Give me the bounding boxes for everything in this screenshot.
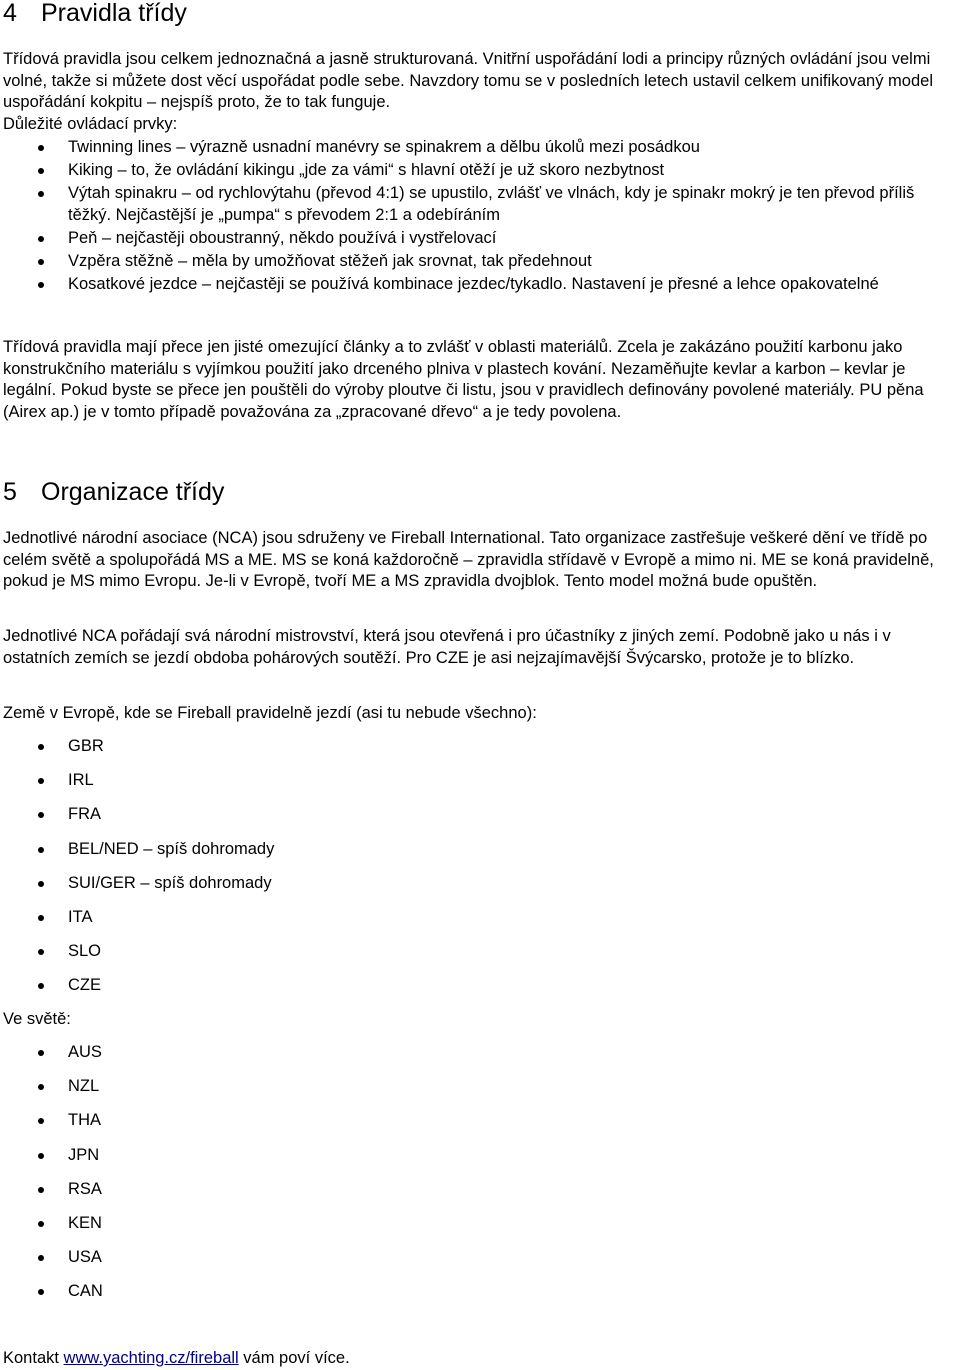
section-title: Organizace třídy	[41, 478, 225, 506]
list-item: ITA	[3, 907, 959, 941]
list-item: USA	[3, 1247, 959, 1281]
list-item: SLO	[3, 941, 959, 975]
fireball-link[interactable]: www.yachting.cz/fireball	[63, 1349, 239, 1367]
section-number: 4	[3, 0, 17, 27]
section-title: Pravidla třídy	[41, 0, 187, 27]
list-item: SUI/GER – spíš dohromady	[3, 873, 959, 907]
list-item: Kiking – to, že ovládání kikingu „jde za vámi“ s hlavní otěží je už skoro nezbytnost	[3, 160, 959, 182]
list-item: NZL	[3, 1076, 959, 1110]
list-item: THA	[3, 1110, 959, 1144]
list-item: Peň – nejčastěji oboustranný, někdo používá i vystřelovací	[3, 228, 959, 250]
world-label: Ve světě:	[3, 1010, 71, 1028]
list-item: FRA	[3, 804, 959, 838]
materials-paragraph: Třídová pravidla mají přece jen jisté omezující články a to zvlášť v oblasti materiálů. Zcela je zakázáno použití karbonu jako konstrukčního materiálu s vyjímkou použití jako drceného plniva v plastech kování. Nezaměňujte kevlar a karbon – kevlar je legální. Pokud byste se přece jen pouštěli do výroby ploutve či listu, jsou v pravidlech definovány povolené materiály. PU pěna (Airex ap.) je v tomto případě považována za „zpracované dřevo“ a je tedy povolena.	[3, 338, 924, 421]
nca-paragraph: Jednotlivé NCA pořádají svá národní mistrovství, která jsou otevřená i pro účastníky z jiných zemí. Podobně jako u nás i v ostatních zemích se jezdí obdoba pohárových soutěží. Pro CZE je asi nejzajímavější Švýcarsko, protože je to blízko.	[3, 627, 891, 667]
controls-list	[3, 137, 959, 297]
europe-label: Země v Evropě, kde se Fireball pravidelně jezdí (asi tu nebude všechno):	[3, 704, 537, 722]
section-5-heading	[3, 477, 224, 507]
list-item: RSA	[3, 1179, 959, 1213]
list-item: Výtah spinakru – od rychlovýtahu (převod 4:1) se upustilo, zvlášť ve vlnách, kdy je spinakr mokrý je ten převod příliš těžký. Nejčastější je „pumpa“ s převodem 2:1 a odebíráním	[3, 183, 959, 226]
europe-list	[3, 736, 959, 1010]
list-item: AUS	[3, 1042, 959, 1076]
footer-contact	[3, 1348, 959, 1370]
list-item: Twinning lines – výrazně usnadní manévry se spinakrem a dělbu úkolů mezi posádkou	[3, 137, 959, 159]
world-list	[3, 1042, 959, 1316]
list-item: KEN	[3, 1213, 959, 1247]
list-item: Vzpěra stěžně – měla by umožňovat stěžeň jak srovnat, tak předehnout	[3, 251, 959, 273]
list-item: BEL/NED – spíš dohromady	[3, 839, 959, 873]
list-item: CAN	[3, 1281, 959, 1315]
intro-paragraph: Třídová pravidla jsou celkem jednoznačná a jasně strukturovaná. Vnitřní uspořádání lodi a principy různých ovládání jsou velmi volné, takže si můžete dost věcí uspořádat podle sebe. Navzdory tomu se v posledních letech ustavil celkem unifikovaný model uspořádání kokpitu – nejspíš proto, že to tak funguje.	[3, 50, 933, 111]
list-item: CZE	[3, 975, 959, 1009]
section-number: 5	[3, 478, 17, 506]
footer-suffix: vám poví více.	[238, 1349, 350, 1367]
organization-paragraph: Jednotlivé národní asociace (NCA) jsou sdruženy ve Fireball International. Tato organizace zastřešuje veškeré dění ve třídě po celém světě a spolupořádá MS a ME. MS se koná každoročně – zpravidla střídavě v Evropě a mimo ni. ME se koná pravidelně, pokud je MS mimo Evropu. Je-li v Evropě, tvoří ME a MS zpravidla dvojblok. Tento model možná bude opuštěn.	[3, 529, 934, 590]
list-item: GBR	[3, 736, 959, 770]
list-item: JPN	[3, 1145, 959, 1179]
list-item: IRL	[3, 770, 959, 804]
list-item: Kosatkové jezdce – nejčastěji se používá kombinace jezdec/tykadlo. Nastavení je přesné a lehce opakovatelné	[3, 274, 959, 296]
footer-prefix: Kontakt	[3, 1349, 64, 1367]
controls-label: Důležité ovládací prvky:	[3, 115, 178, 133]
section-4-heading	[3, 0, 187, 28]
